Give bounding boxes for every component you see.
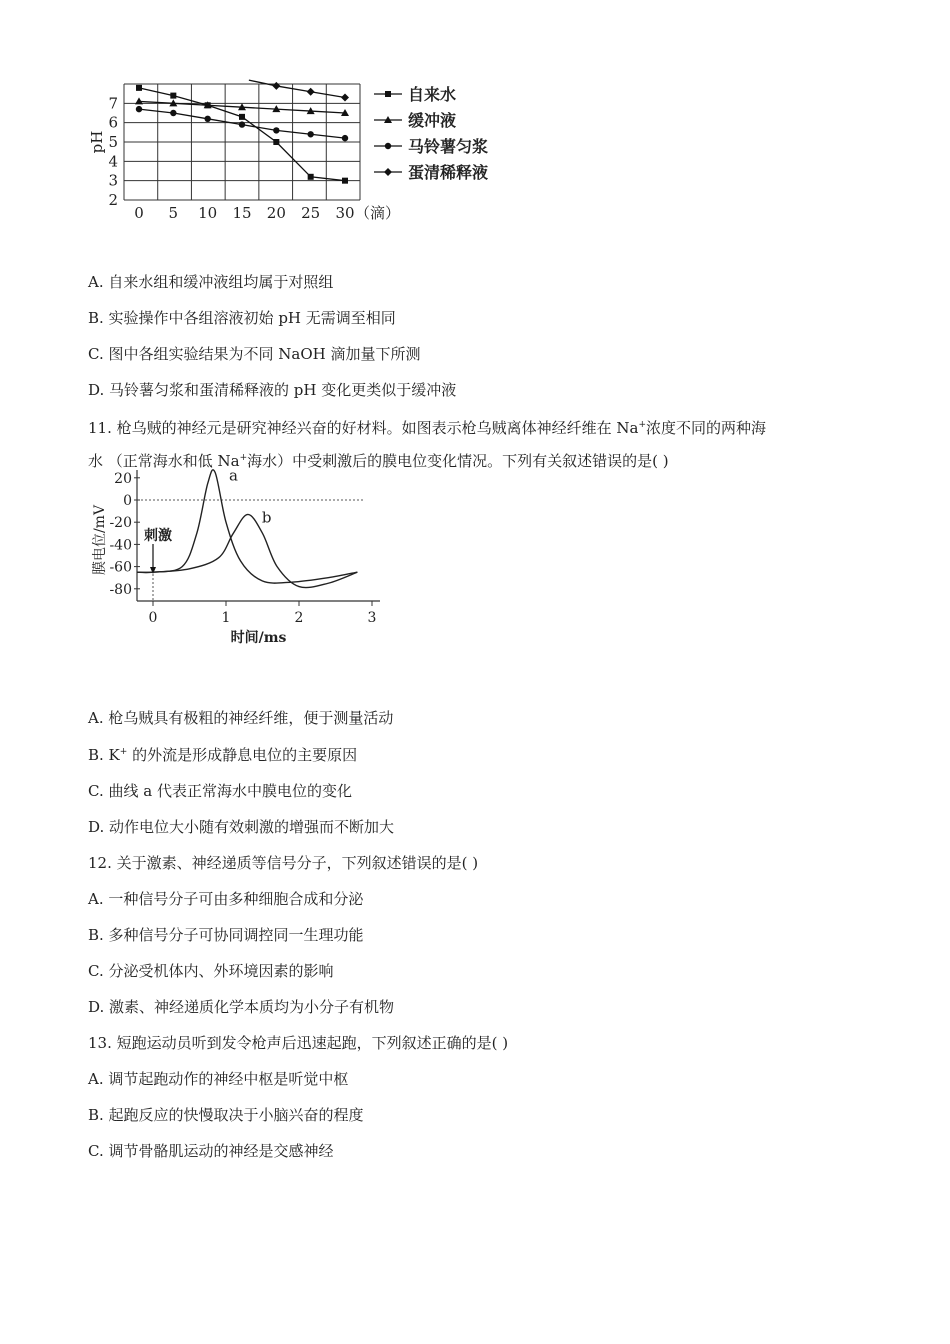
ph-legend-marker [384, 168, 392, 176]
mp-y-tick: -40 [109, 537, 132, 554]
ph-point-circle [239, 121, 245, 127]
q13-stem: 13. 短跑运动员听到发令枪声后迅速起跑，下列叙述正确的是( ) [88, 1034, 509, 1052]
ph-y-label: pH [88, 130, 106, 154]
q12-stem: 12. 关于激素、神经递质等信号分子，下列叙述错误的是( ) [88, 854, 479, 872]
ph-series-line-diamond [249, 80, 345, 97]
q11-option-d: D. 动作电位大小随有效刺激的增强而不断加大 [88, 818, 395, 836]
ph-legend-label: 蛋清稀释液 [408, 163, 489, 182]
ph-chart [90, 84, 530, 234]
ph-x-tick: 30 [335, 204, 355, 222]
ph-point-circle [342, 135, 348, 141]
q11-stem-line2: 水 （正常海水和低 Na+海水）中受刺激后的膜电位变化情况。下列有关叙述错误的是( ) [88, 452, 669, 470]
ph-legend-label: 缓冲液 [408, 111, 457, 130]
mp-y-tick: -80 [109, 581, 132, 598]
mp-x-tick: 2 [294, 610, 304, 626]
ph-legend-label: 马铃薯匀浆 [408, 137, 489, 156]
q12-option-a: A. 一种信号分子可由多种细胞合成和分泌 [88, 890, 364, 908]
q11-option-b: B. K+ 的外流是形成静息电位的主要原因 [88, 746, 358, 764]
ph-legend-label: 自来水 [408, 85, 457, 104]
ph-y-tick: 2 [108, 191, 118, 209]
ph-point-circle [204, 116, 210, 122]
q11-stem-line1: 11. 枪乌贼的神经元是研究神经兴奋的好材料。如图表示枪乌贼离体神经纤维在 Na+浓度不同的两种海 [88, 419, 767, 437]
mp-curve-label-a: a [229, 466, 239, 485]
ph-y-tick: 3 [108, 171, 118, 190]
ph-point-square [308, 174, 314, 180]
q11-option-a: A. 枪乌贼具有极粗的神经纤维，便于测量活动 [88, 709, 394, 727]
ph-point-square [273, 139, 279, 145]
ph-y-tick: 5 [108, 133, 118, 151]
q12-option-c: C. 分泌受机体内、外环境因素的影响 [88, 962, 334, 980]
mp-x-tick: 1 [221, 610, 231, 626]
mp-y-tick: -20 [109, 515, 132, 532]
q12-option-d: D. 激素、神经递质化学本质均为小分子有机物 [88, 998, 395, 1016]
ph-x-tick: 20 [266, 204, 286, 222]
q10-option-c: C. 图中各组实验结果为不同 NaOH 滴加量下所测 [88, 345, 421, 363]
mp-y-tick: 20 [114, 470, 132, 487]
q11-option-c: C. 曲线 a 代表正常海水中膜电位的变化 [88, 782, 352, 800]
q10-option-b: B. 实验操作中各组溶液初始 pH 无需调至相同 [88, 309, 396, 327]
ph-x-unit: （滴） [355, 204, 401, 222]
ph-x-tick: 5 [168, 204, 179, 222]
q12-option-b: B. 多种信号分子可协同调控同一生理功能 [88, 926, 364, 944]
ph-point-circle [170, 110, 176, 116]
ph-chart-svg [90, 84, 530, 234]
q13-option-c: C. 调节骨骼肌运动的神经是交感神经 [88, 1142, 334, 1160]
ph-point-triangle [135, 97, 143, 104]
ph-legend-marker [385, 143, 391, 149]
ph-point-square [342, 178, 348, 184]
ph-y-tick: 7 [108, 94, 118, 113]
q10-option-d: D. 马铃薯匀浆和蛋清稀释液的 pH 变化更类似于缓冲液 [88, 381, 457, 399]
ph-point-diamond [341, 94, 349, 102]
ph-x-tick: 10 [198, 204, 218, 222]
ph-y-tick: 4 [108, 152, 118, 171]
membrane-potential-svg [90, 466, 390, 651]
mp-x-tick: 3 [367, 610, 377, 626]
mp-curve-b [137, 514, 357, 587]
ph-legend-marker [385, 91, 391, 97]
q10-option-a: A. 自来水组和缓冲液组均属于对照组 [88, 273, 334, 291]
mp-stimulus-label: 刺激 [144, 528, 172, 544]
ph-point-square [170, 93, 176, 99]
ph-point-circle [307, 131, 313, 137]
mp-y-label: 膜电位/mV [92, 504, 108, 576]
ph-x-tick: 15 [232, 204, 252, 222]
membrane-potential-chart [90, 466, 390, 651]
mp-curve-label-b: b [261, 508, 272, 527]
q13-option-a: A. 调节起跑动作的神经中枢是听觉中枢 [88, 1070, 349, 1088]
ph-point-circle [136, 106, 142, 112]
mp-x-tick: 0 [148, 610, 158, 626]
ph-x-tick: 25 [301, 204, 321, 222]
mp-x-label: 时间/ms [230, 630, 287, 646]
ph-x-tick: 0 [134, 204, 144, 222]
ph-point-diamond [272, 82, 280, 90]
mp-y-tick: 0 [123, 493, 132, 509]
ph-point-square [239, 114, 245, 120]
mp-curve-a [137, 470, 357, 583]
ph-point-square [136, 85, 142, 91]
ph-y-tick: 6 [108, 113, 118, 132]
mp-y-tick: -60 [109, 559, 132, 576]
ph-point-diamond [307, 88, 315, 96]
ph-point-circle [273, 127, 279, 133]
q13-option-b: B. 起跑反应的快慢取决于小脑兴奋的程度 [88, 1106, 364, 1124]
